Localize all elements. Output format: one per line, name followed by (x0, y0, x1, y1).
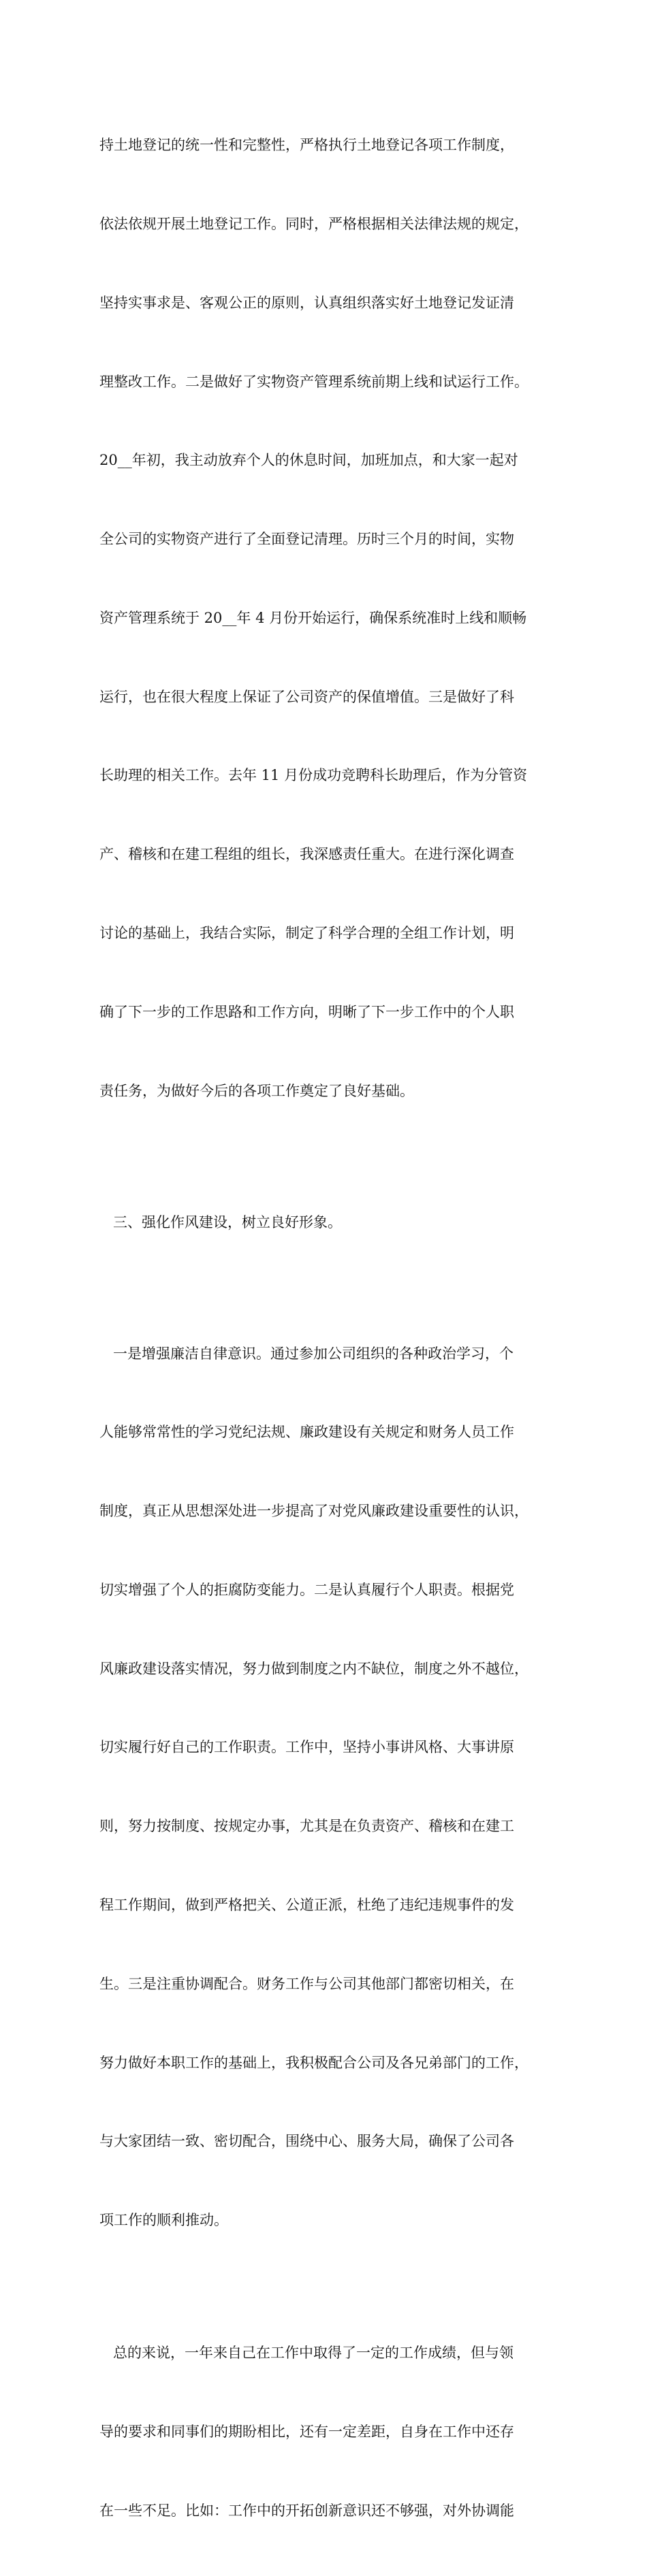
text-line: 人能够常常性的学习党纪法规、廉政建设有关规定和财务人员工作 (99, 1424, 514, 1441)
text-line: 坚持实事求是、客观公正的原则，认真组织落实好土地登记发证清 (99, 294, 514, 311)
text-line: 导的要求和同事们的期盼相比，还有一定差距，自身在工作中还存 (99, 2423, 514, 2440)
text-line: 资产管理系统于 20__年 4 月份开始运行，确保系统准时上线和顺畅 (99, 609, 527, 626)
text-line: 则，努力按制度、按规定办事，尤其是在负责资产、稽核和在建工 (99, 1818, 514, 1835)
text-line: 持土地登记的统一性和完整性，严格执行土地登记各项工作制度， (99, 137, 514, 154)
text-line: 一是增强廉洁自律意识。通过参加公司组织的各种政治学习，个 (99, 1345, 514, 1362)
section-heading (99, 1156, 563, 1288)
text-line: 理整改工作。二是做好了实物资产管理系统前期上线和试运行工作。 (99, 373, 528, 390)
text-line: 程工作期间，做到严格把关、公道正派，杜绝了违纪违规事件的发 (99, 1896, 514, 1913)
text-line: 努力做好本职工作的基础上，我积极配合公司及各兄弟部门的工作， (99, 2054, 528, 2071)
paragraph-conduct (99, 1288, 563, 2286)
text-line: 与大家团结一致、密切配合，围绕中心、服务大局，确保了公司各 (99, 2133, 514, 2150)
text-line: 生。三是注重协调配合。财务工作与公司其他部门都密切相关，在 (99, 1975, 514, 1992)
text-line: 项工作的顺利推动。 (99, 2212, 228, 2229)
text-line: 运行，也在很大程度上保证了公司资产的保值增值。三是做好了科 (99, 688, 514, 705)
text-line: 在一些不足。比如：工作中的开拓创新意识还不够强，对外协调能 (99, 2502, 514, 2519)
document-body (99, 80, 563, 2576)
text-line: 切实增强了个人的拒腐防变能力。二是认真履行个人职责。根据党 (99, 1581, 514, 1598)
text-line: 20__年初，我主动放弃个人的休息时间，加班加点，和大家一起对 (99, 452, 518, 469)
text-line: 讨论的基础上，我结合实际，制定了科学合理的全组工作计划，明 (99, 925, 514, 941)
text-line: 产、稽核和在建工程组的组长，我深感责任重大。在进行深化调查 (99, 846, 514, 863)
text-line: 切实履行好自己的工作职责。工作中，坚持小事讲风格、大事讲原 (99, 1739, 514, 1756)
paragraph-summary (99, 2287, 563, 2576)
text-line: 制度，真正从思想深处进一步提高了对党风廉政建设重要性的认识， (99, 1503, 528, 1520)
text-line: 风廉政建设落实情况，努力做到制度之内不缺位，制度之外不越位， (99, 1660, 528, 1677)
paragraph-land-registration (99, 80, 563, 1156)
text-line: 依法依规开展土地登记工作。同时，严格根据相关法律法规的规定， (99, 215, 528, 232)
text-line: 总的来说，一年来自己在工作中取得了一定的工作成绩，但与领 (99, 2345, 514, 2362)
text-line: 全公司的实物资产进行了全面登记清理。历时三个月的时间，实物 (99, 531, 514, 548)
text-line: 确了下一步的工作思路和工作方向，明晰了下一步工作中的个人职 (99, 1003, 514, 1020)
text-line: 长助理的相关工作。去年 11 月份成功竞聘科长助理后，作为分管资 (99, 767, 528, 784)
section-heading-text: 三、强化作风建设，树立良好形象。 (99, 1213, 343, 1230)
text-line: 责任务，为做好今后的各项工作奠定了良好基础。 (99, 1082, 414, 1099)
